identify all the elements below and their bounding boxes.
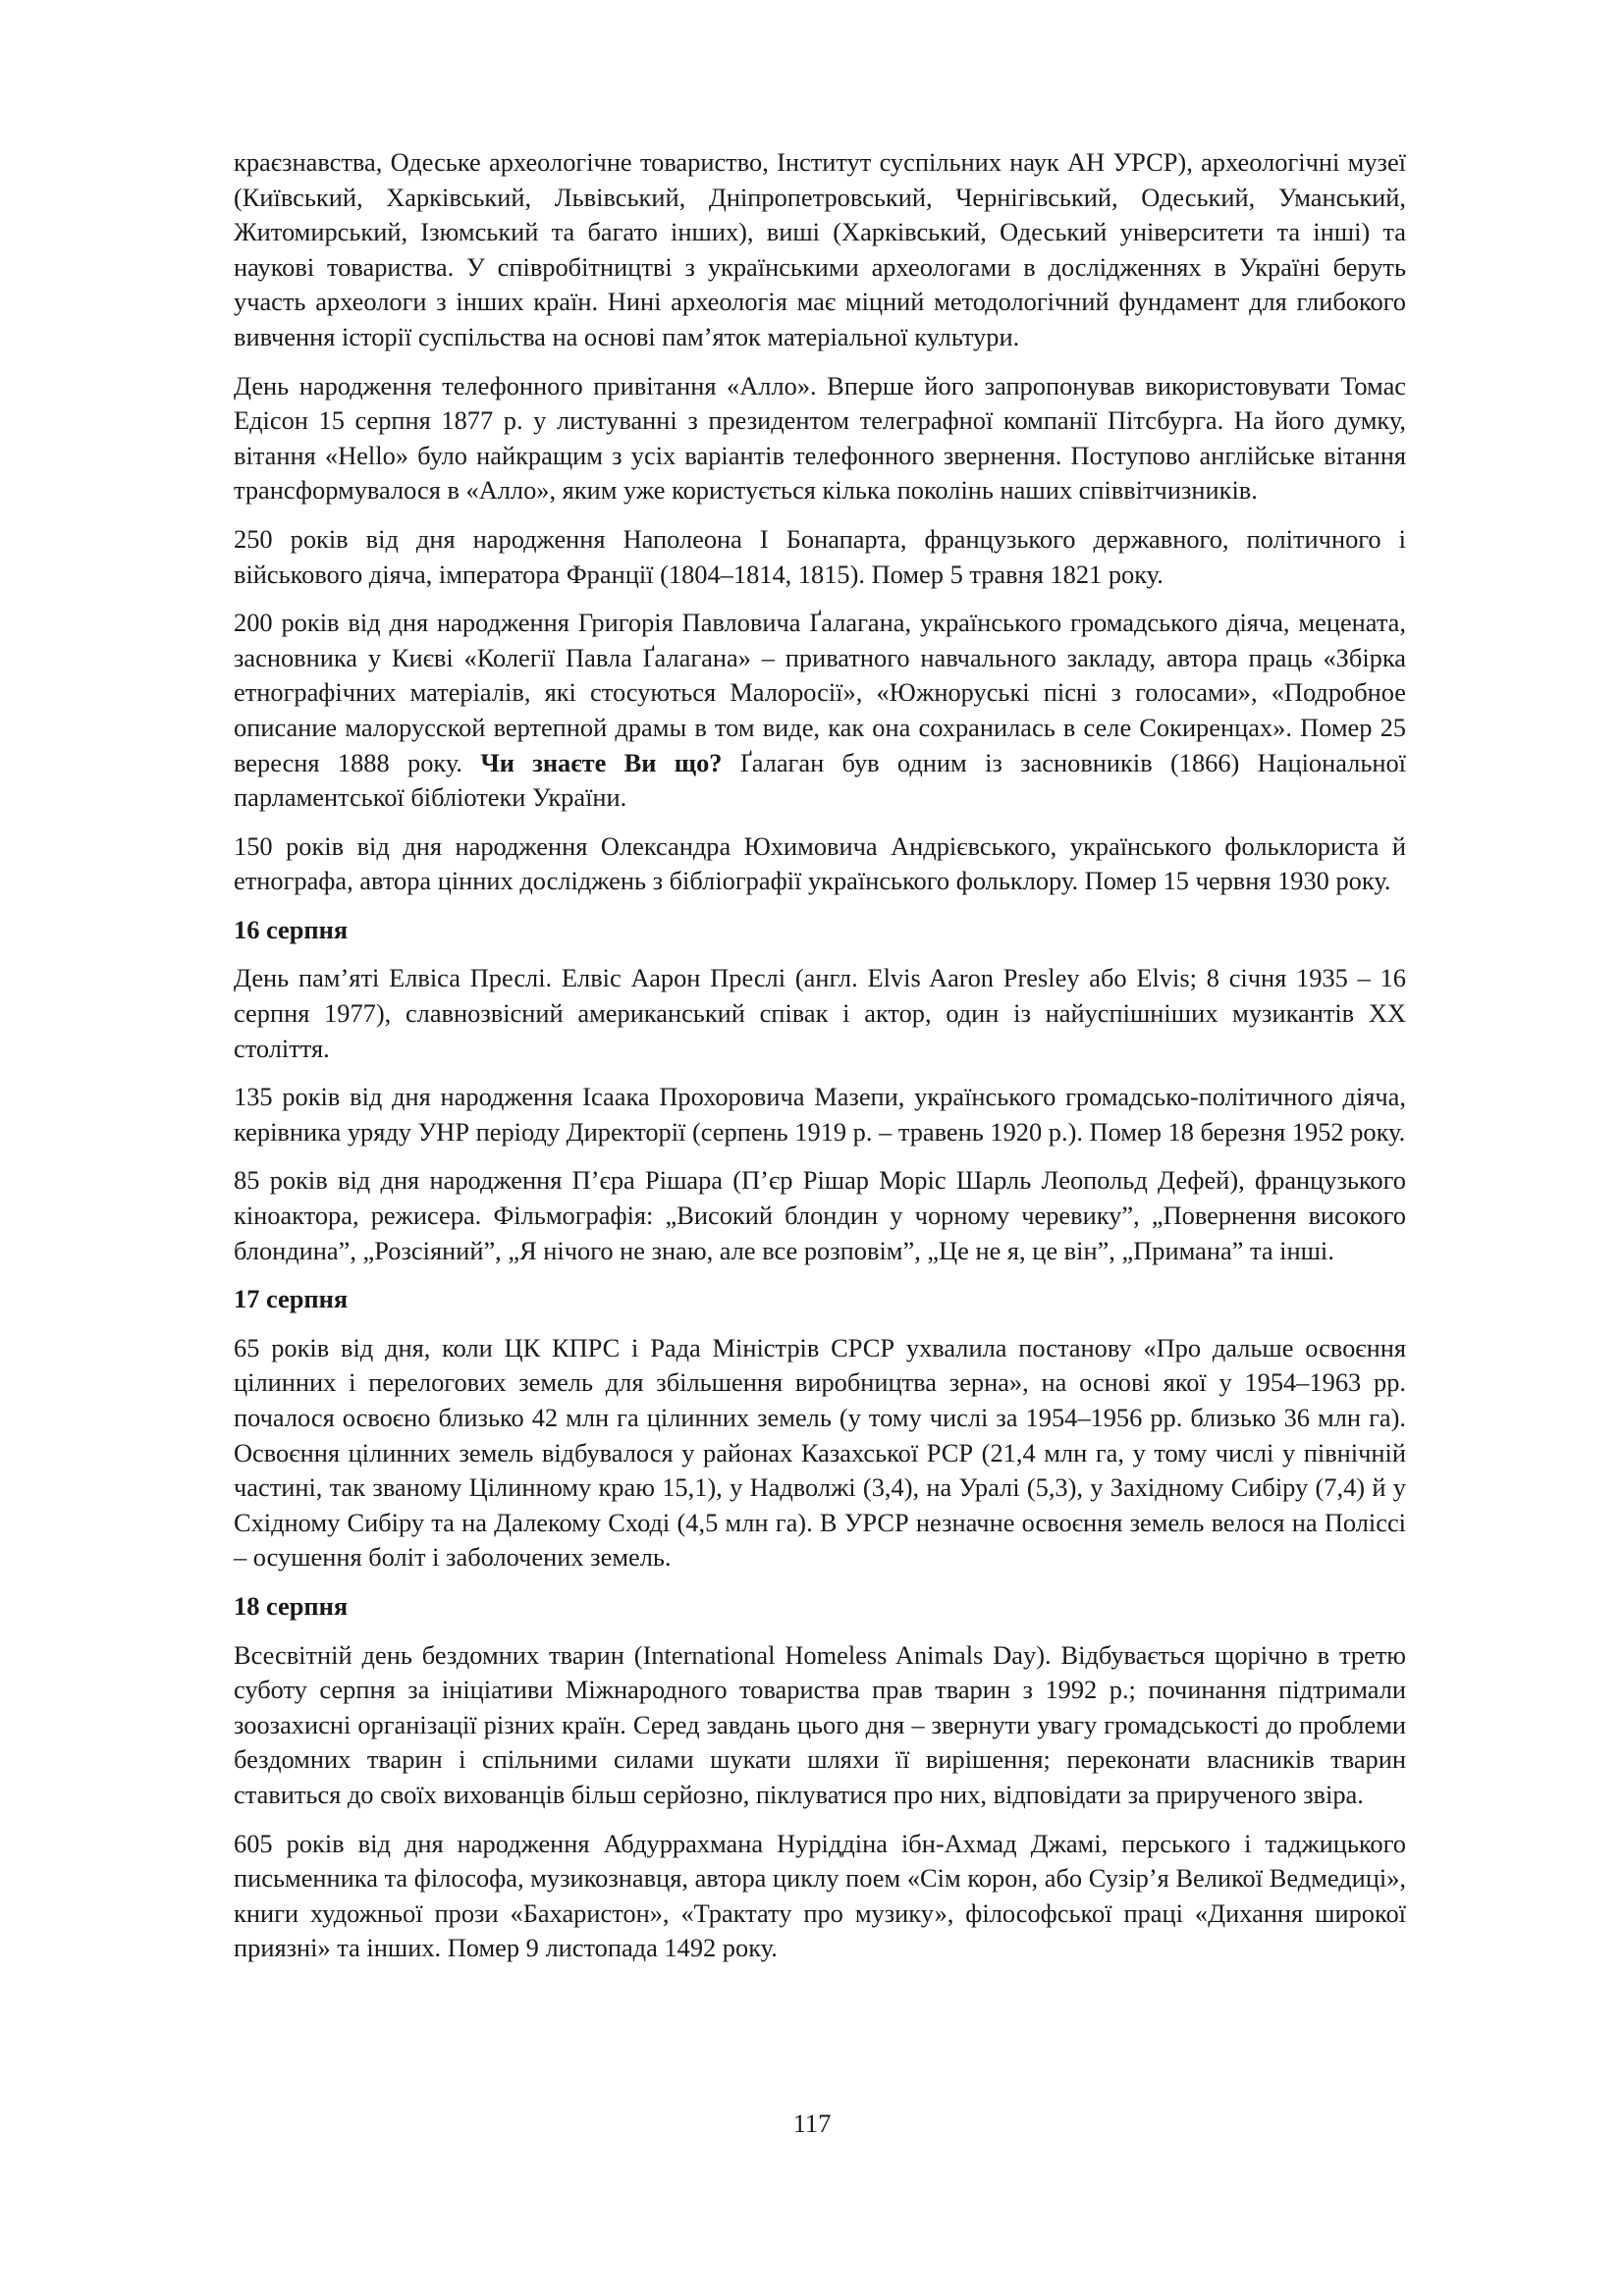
paragraph-elvis: День пам’яті Елвіса Преслі. Елвіс Аарон Преслі (англ. Elvis Aaron Presley або Elvis; 8 січня 1935 – 16 серпня 1977), славнозвісний американський співак і актор, один із найуспішніших музикантів XX століття. [234,963,1406,1063]
date-heading-17: 17 серпня [234,1284,349,1314]
paragraph-jami: 605 років від дня народження Абдуррахмана Нуріддіна ібн-Ахмад Джамі, перського і таджицького письменника та філософа, музикознавця, автора циклу поем «Сім корон, або Сузір’я Великої Ведмедиці», книги художньої прози «Бахаристон», «Трактату про музику», філософської праці «Дихання широкої приязні» та інших. Помер 9 листопада 1492 року. [234,1828,1406,1963]
did-you-know-label: Чи знаєте Ви що? [480,747,723,777]
paragraph-andriievskyi: 150 років від дня народження Олександра Юхимовича Андрієвського, українського фольклориста й етнографа, автора цінних досліджень з бібліографії українського фольклору. Помер 15 червня 1930 року. [234,830,1406,896]
date-heading-16: 16 серпня [234,914,349,944]
paragraph-galagan-after: Ґалаган був одним із засновників (1866) Національної парламентської бібліотеки України. [234,747,1407,813]
paragraph-virgin-lands: 65 років від дня, коли ЦК КПРС і Рада Міністрів СРСР ухвалила постанову «Про дальше освоєння цілинних і перелогових земель для збільшення виробництва зерна», на основі якої у 1954–1963 рр. почалося освоєно близько 42 млн га цілинних земель (у тому числі за 1954–1956 рр. близько 36 млн га). Освоєння цілинних земель відбувалося у районах Казахської РСР (21,4 млн га, у тому числі у північній частині, так званому Цілинному краю 15,1), у Надволжі (3,4), на Уралі (5,3), у Західному Сибіру (7,4) й у Східному Сибіру та на Далекому Сході (4,5 млн га). В УРСР незначне освоєння земель велося на Поліссі – осушення боліт і заболочених земель. [234,1332,1406,1573]
paragraph-mazepa: 135 років від дня народження Ісаака Прохоровича Мазепи, українського громадсько-політичного діяча, керівника уряду УНР періоду Директорії (серпень 1919 р. – травень 1920 р.). Помер 18 березня 1952 року. [234,1082,1406,1147]
page-body [234,145,1406,1980]
paragraph-hello-greeting: День народження телефонного привітання «Алло». Вперше його запропонував використовувати Томас Едісон 15 серпня 1877 р. у листуванні з президентом телеграфної компанії Пітсбурга. На його думку, вітання «Hello» було найкращим з усіх варіантів телефонного звернення. Поступово англійське вітання трансформувалося в «Алло», яким уже користується кілька поколінь наших співвітчизників. [234,370,1406,506]
date-heading-18: 18 серпня [234,1590,349,1621]
page-number: 117 [792,2109,832,2138]
paragraph-archaeology: краєзнавства, Одеське археологічне товариство, Інститут суспільних наук АН УРСР), археологічні музеї (Київський, Харківський, Львівський, Дніпропетровський, Чернігівський, Одеський, Уманський, Житомирський, Ізюмський та багато інших), виші (Харківський, Одеський університети та інші) та наукові товариства. У співробітництві з українськими археологами в дослідженнях в Україні беруть участь археологи з інших країн. Нині археологія має міцний методологічний фундамент для глибокого вивчення історії суспільства на основі пам’яток матеріальної культури. [234,147,1406,351]
paragraph-napoleon: 250 років від дня народження Наполеона І Бонапарта, французького державного, політичного і військового діяча, імператора Франції (1804–1814, 1815). Помер 5 травня 1821 року. [234,523,1406,589]
paragraph-galagan [234,606,1406,816]
paragraph-homeless-animals: Всесвітній день бездомних тварин (International Homeless Animals Day). Відбувається щорічно в третю суботу серпня за ініціативи Міжнародного товариства прав тварин з 1992 р.; починання підтримали зоозахисні організації різних країн. Серед завдань цього дня – звернути увагу громадськості до проблеми бездомних тварин і спільними силами шукати шляхи її вирішення; переконати власників тварин ставиться до своїх вихованців більш серйозно, піклуватися про них, відповідати за прирученого звіра. [234,1639,1406,1809]
paragraph-galagan-main: 200 років від дня народження Григорія Павловича Ґалагана, українського громадського діяча, мецената, засновника у Києві «Колегії Павла Ґалагана» – приватного навчального закладу, автора праць «Збірка етнографічних матеріалів, які стосуються Малоросії», «Южноруські пісні з голосами», «Подробное описание малорусской вертепной драмы в том виде, как она сохранилась в селе Сокиренцах». Помер 25 вересня 1888 року. [234,608,1406,777]
paragraph-richard: 85 років від дня народження П’єра Рішара (П’єр Рішар Моріс Шарль Леопольд Дефей), французького кіноактора, режисера. Фільмографія: „Високий блондин у чорному черевику”, „Повернення високого блондина”, „Розсіяний”, „Я нічого не знаю, але все розповім”, „Це не я, це він”, „Примана” та інші. [234,1165,1406,1265]
